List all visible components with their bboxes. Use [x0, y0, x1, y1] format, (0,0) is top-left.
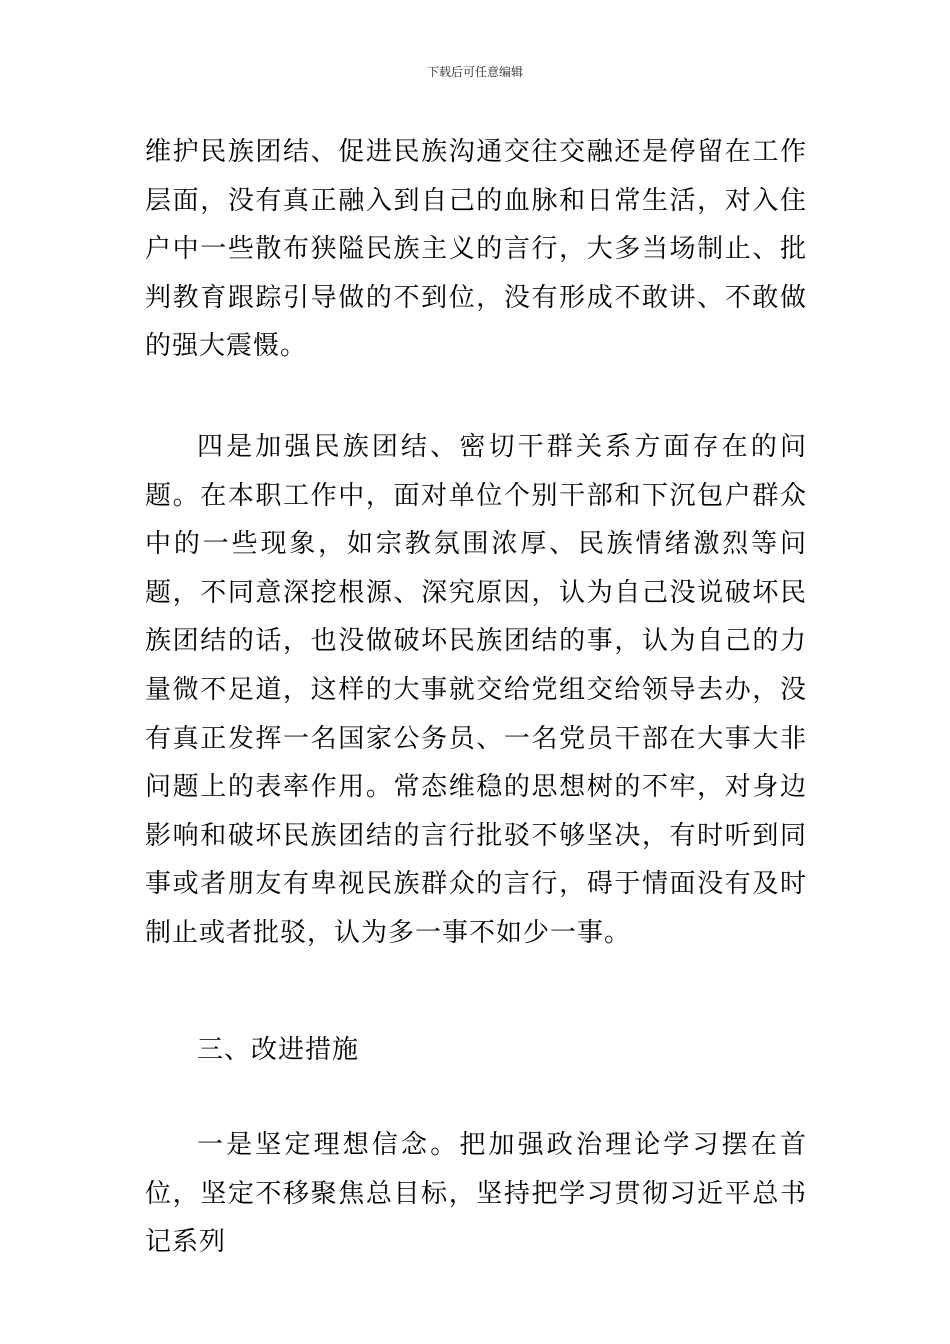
body-paragraph-3: 一是坚定理想信念。把加强政治理论学习摆在首位，坚定不移聚焦总目标，坚持把学习贯彻习近平总书记系列: [145, 1130, 807, 1258]
body-paragraph-2: 四是加强民族团结、密切干群关系方面存在的问题。在本职工作中，面对单位个别干部和下沉包户群众中的一些现象，如宗教氛围浓厚、民族情绪激烈等问题，不同意深挖根源、深究原因，认为自己没说破坏民族团结的话，也没做破坏民族团结的事，认为自己的力量微不足道，这样的大事就交给党组交给领导去办，没有真正发挥一名国家公务员、一名党员干部在大事大非问题上的表率作用。常态维稳的思想树的不牢，对身边影响和破坏民族团结的言行批驳不够坚决，有时听到同事或者朋友有卑视民族群众的言行，碍于情面没有及时制止或者批驳，认为多一事不如少一事。: [145, 432, 807, 948]
section-heading: 三、改进措施: [197, 1035, 360, 1065]
page-header: 下载后可任意编辑: [426, 65, 523, 79]
body-paragraph-1: 维护民族团结、促进民族沟通交往交融还是停留在工作层面，没有真正融入到自己的血脉和日常生活，对入住户中一些散布狭隘民族主义的言行，大多当场制止、批判教育跟踪引导做的不到位，没有形成不敢讲、不敢做的强大震慑。: [145, 137, 807, 362]
